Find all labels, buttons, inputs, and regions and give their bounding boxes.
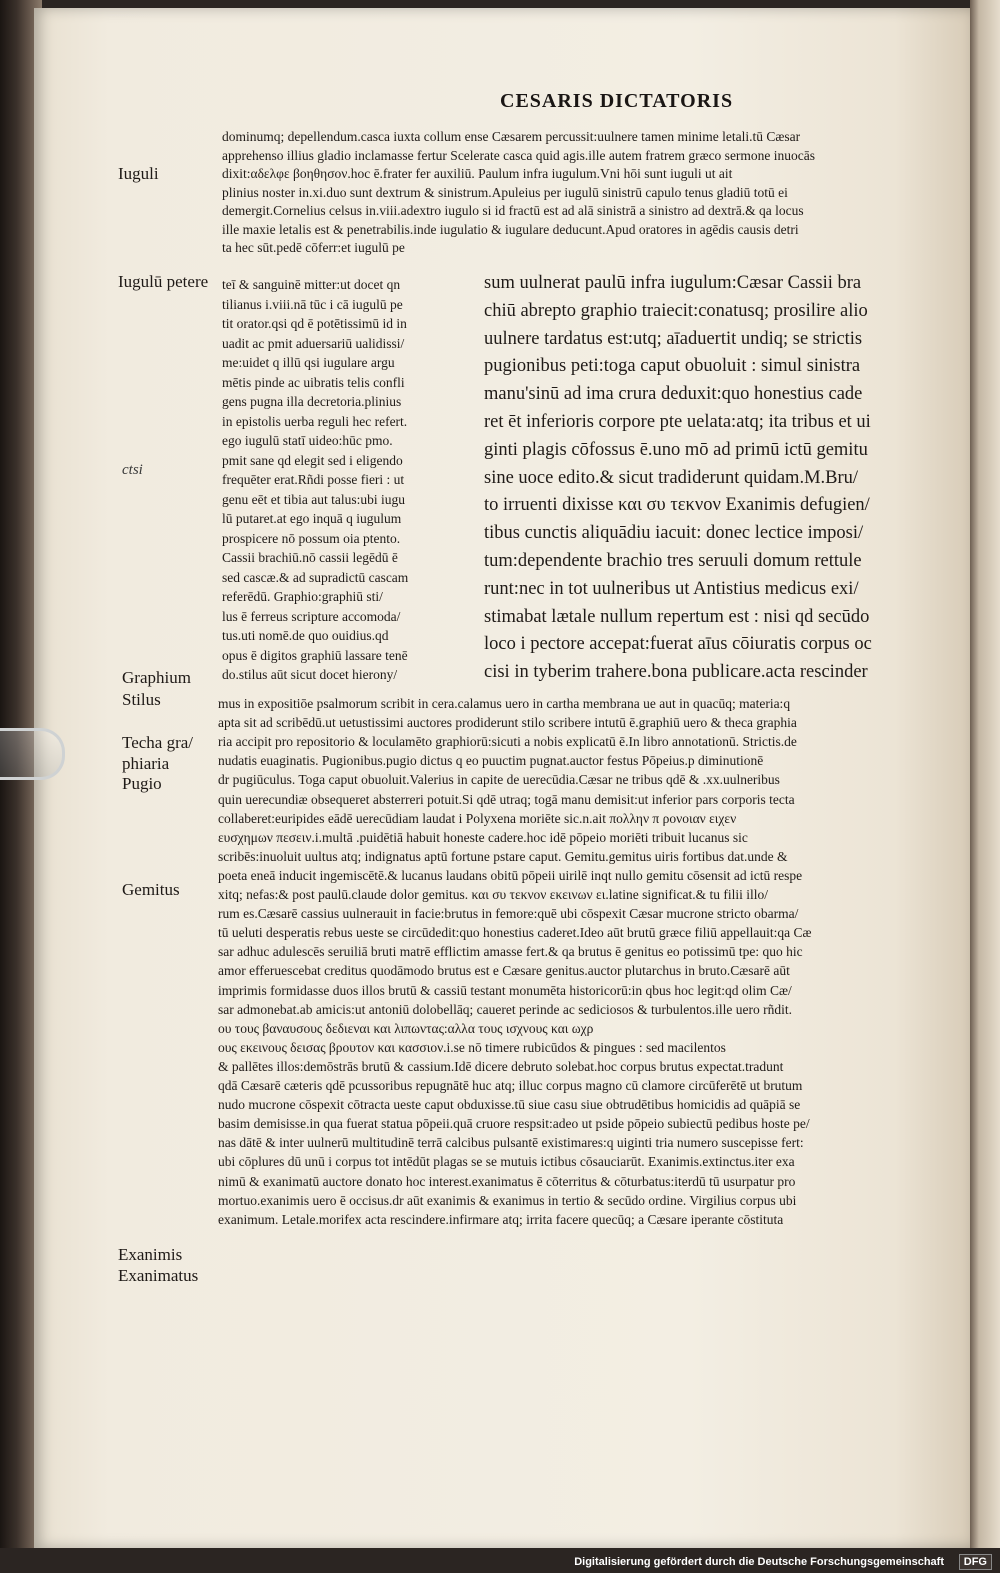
commentary-left-line: referēdū. Graphio:graphiū sti/ <box>222 589 383 604</box>
commentary-left-line: uadit ac pmit aduersariū ualidissi/ <box>222 335 405 351</box>
commentary-left-line: pmit sane qd elegit sed i eligendo <box>222 452 403 468</box>
marginal-note: Iugulū petere <box>118 272 209 291</box>
main-text-line: sine uoce edito.& sicut tradiderunt quidam.M.Bru/ <box>484 467 859 488</box>
book-edge-right <box>970 0 1000 1548</box>
marginal-note: Exanimatus <box>118 1266 199 1285</box>
commentary-bottom-line: basim demisisse.in qua fuerat statua pōpeii.quā cruore respsit:adeo ut pside pōpeio subiectū pedibus hoste pe/ <box>218 1116 810 1132</box>
commentary-bottom-line: amor efferuescebat creditus quodāmodo brutus est e Cæsare genitus.auctor plutarchus in bruto.Cæsarē aūt <box>218 963 790 979</box>
commentary-bottom-line: apta sit ad scribēdū.ut uetustissimi auctores prodiderunt stilo scribere intutū ē.graphiū uero & theca graphia <box>218 715 797 731</box>
commentary-bottom-line: ria accipit pro repositorio & loculamēto graphiorū:sicuti a nobis explicatū ē.In libro annotationū. Strictis.de <box>218 734 797 750</box>
commentary-left-line: lū putaret.at ego inquā q iugulum <box>222 511 402 526</box>
marginal-note: Exanimis <box>118 1245 183 1264</box>
commentary-bottom-line: & pallētes illos:demōstrās brutū & cassium.Idē dicere debruto solebat.hoc corpus brutus expectat.tradunt <box>218 1058 784 1074</box>
commentary-bottom-line: exanimum. Letale.morifex acta rescindere.infirmare atq; irrita facere quecūq; a Cæsare iperante cōstituta <box>218 1211 784 1227</box>
commentary-left-line: do.stilus aūt sicut docet hierony/ <box>222 667 398 682</box>
commentary-bottom-line: nimū & exanimatū auctore donato hoc interest.exanimatus ē cōterritus & cōturbatus:iterdū tū usurpatur pro <box>218 1173 796 1189</box>
commentary-left-line: mētis pinde ac uibratis telis confli <box>222 374 405 390</box>
main-text-line: loco i pectore accepat:fuerat aīus cōiuratis corpus oc <box>484 634 872 655</box>
commentary-bottom-line: xitq; nefas:& post paulū.claude dolor gemitus. και συ τεκνον εκεινων ει.latine significat.& tu filii illo/ <box>218 887 769 902</box>
dfg-logo: DFG <box>959 1554 992 1570</box>
commentary-left-line: me:uidet q illū qsi iugulare argu <box>222 355 395 370</box>
commentary-bottom-line: rum es.Cæsarē cassius uulnerauit in facie:brutus in femore:quē ubi cōspexit Cæsar mucrone stricto obarma/ <box>218 906 799 922</box>
commentary-bottom-line: ου τους βαναυσους δεδιεναι και λιπωντας:αλλα τους ισχνους και ωχρ <box>218 1020 594 1036</box>
commentary-bottom-line: ubi cōplures dū unū i corpus tot intēdūt plagas se se mutuis ictibus cōsauciarūt. Exanimis.extinctus.iter exa <box>218 1154 795 1170</box>
commentary-bottom-line: mus in expositiōe psalmorum scribit in cera.calamus uero in cartha membrana ue aut in quacūq; materia:q <box>218 696 791 711</box>
commentary-left-line: Cassii brachiū.nō cassii legēdū ē <box>222 550 398 565</box>
commentary-left-line: teī & sanguinē mitter:ut docet qn <box>222 277 401 292</box>
commentary-bottom-line: quin uerecundiæ obsequeret absterreri potuit.Si qdē utraq; togā manu demisit:ut inferior pars corporis tecta <box>218 791 795 807</box>
page-title: CESARIS DICTATORIS <box>500 90 734 112</box>
commentary-bottom-line: scribēs:inuoluit uultus atq; indignatus aptū fortune pstare caput. Gemitu.gemitus uiris fortibus dat.unde & <box>218 848 788 864</box>
commentary-bottom-line: nudatis euaginatis. Pugionibus.pugio dictus q eo puuctim pugnat.auctor festus Pōpeius.p diminutionē <box>218 753 764 769</box>
marginal-note: Gemitus <box>122 880 180 899</box>
main-text-line: chiū abrepto graphio traiecit:conatusq; prosilire alio <box>484 300 868 321</box>
commentary-top-line: ta hec sūt.pedē cōferr:et iugulū pe <box>222 240 405 255</box>
commentary-bottom-line: imprimis formidasse duos illos brutū & cassiū testant monumēta historicorū:in qbus hoc legit:qd olim Cæ/ <box>218 982 792 998</box>
commentary-bottom-line: collaberet:euripides eādē uerecūdiam laudat i Polyxena moriēte sic.n.ait πολλην π ρονοιαν ειχεν <box>218 810 737 826</box>
commentary-top-line: plinius noster in.xi.duo sunt dextrum & sinistrum.Apuleius per iugulū sinistrū capulo tenus gladiū totū ei <box>222 184 788 200</box>
handwritten-note: ctsi <box>122 462 143 478</box>
commentary-top-line: ille maxie letalis est & penetrabilis.inde iugulatio & iugulare deducunt.Apud oratores in agēdis causis detri <box>222 221 799 237</box>
commentary-left-line: gens pugna illa decretoria.plinius <box>222 394 402 409</box>
commentary-bottom-line: poeta eneā inducit ingemiscētē.& lucanus laudans obitū pōpeii uirilē inqt nullo gemitu cōsensit ad ictū respe <box>218 867 803 883</box>
commentary-bottom-line: mortuo.exanimis uero ē occisus.dr aūt exanimis & exanimus in tertio & secūdo ordine. Virgilius corpus ubi <box>218 1192 797 1208</box>
commentary-bottom-line: ους εκεινους δεισας βρουτον και κασσιον.i.se nō timere rubicūdos & pingues : sed macilentos <box>218 1039 726 1055</box>
main-text-line: cisi in tyberim trahere.bona publicare.acta rescinder <box>484 662 868 683</box>
commentary-top-line: demergit.Cornelius celsus in.viii.adextro iugulo si id fractū est ad alā sinistrā a sinistro ad dextrā.& qa locus <box>222 203 804 218</box>
main-text-line: ginti plagis cōfossus ē.uno mō ad primū ictū gemitu <box>484 439 868 460</box>
commentary-bottom-line: ευσχημων πεσειν.i.multā .puidētiā habuit honeste cadere.hoc idē pōpeio moriēti tribuit lucanus sic <box>218 829 748 845</box>
commentary-top-line: dixit:αδελφε βοηθησον.hoc ē.frater fer auxiliū. Paulum infra iugulum.Vni hōi sunt iuguli ut ait <box>222 166 733 181</box>
main-text-line: runt:nec in tot uulneribus ut Antistius medicus exi/ <box>484 578 859 599</box>
commentary-left-line: ego iugulū statī uideo:hūc pmo. <box>222 433 393 448</box>
commentary-top-line: dominumq; depellendum.casca iuxta collum ense Cæsarem percussit:uulnere tamen minime letali.tū Cæsar <box>222 129 801 144</box>
commentary-bottom-line: sar adhuc adulescēs seruiliā bruti matrē efflictim amasse fert.& qa brutus ē genitus eo potissimū tpe: quo hic <box>218 944 803 960</box>
commentary-bottom-line: nudo mucrone cōspexit cōtracta ueste caput obduxisse.tū siue casu siue obtrudētibus homicidis ad quāpiā se <box>218 1097 801 1113</box>
commentary-bottom-line: nas dātē & inter uulnerū multitudinē terrā calcibus pulsantē existimares:q uiginti tria numero suscepisse fert: <box>218 1135 804 1151</box>
page-clip <box>0 728 65 780</box>
commentary-left-line: in epistolis uerba reguli hec refert. <box>222 413 408 429</box>
marginal-note: Techa gra/ <box>122 733 194 752</box>
main-text-line: uulnere tardatus est:utq; aīaduertit undiq; se strictis <box>484 328 863 349</box>
marginal-note: Iuguli <box>118 164 159 183</box>
commentary-bottom-line: sar admonebat.ab amicis:ut antoniū dolobellāq; caueret perinde ac sediciosos & turbulentos.ille uero rñdit. <box>218 1001 792 1017</box>
main-text-line: ret ēt inferioris corpore pte uelata:atq; ita tribus et ui <box>484 412 871 432</box>
main-text-line: tum:dependente brachio tres seruuli domum rettule <box>484 551 862 571</box>
main-text-line: tibus cunctis aliquādiu iacuit: donec lectice imposi/ <box>484 523 864 544</box>
footer-credit: Digitalisierung gefördert durch die Deutsche Forschungsgemeinschaft <box>574 1556 944 1568</box>
commentary-top-line: apprehenso illius gladio inclamasse fertur Scelerate casca quid agis.ille autem fratrem græco sermone inuocās <box>222 147 816 163</box>
commentary-bottom-line: dr pugiūculus. Toga caput obuoluit.Valerius in capite de uerecūdia.Cæsar ne tribus qdē & .xx.uulneribus <box>218 772 780 788</box>
commentary-left-line: sed cascæ.& ad supradictū cascam <box>222 569 409 585</box>
main-text-line: stimabat lætale nullum repertum est : nisi qd secūdo <box>484 606 870 627</box>
marginal-note: Graphium <box>122 668 191 687</box>
main-text-line: pugionibus peti:toga caput obuoluit : simul sinistra <box>484 356 861 377</box>
marginal-note: Stilus <box>122 690 161 709</box>
commentary-left-line: prospicere nō possum oia ptento. <box>222 530 401 546</box>
commentary-left-line: tit orator.qsi qd ē potētissimū id in <box>222 316 407 331</box>
commentary-left-line: opus ē digitos graphiū lassare tenē <box>222 647 408 663</box>
commentary-left-line: frequēter erat.Rñdi posse fieri : ut <box>222 472 405 487</box>
commentary-left-line: lus ē ferreus scripture accomoda/ <box>222 608 401 624</box>
marginal-note: Pugio <box>122 774 162 793</box>
commentary-bottom-line: qdā Cæsarē cæteris qdē pcussoribus repugnātē huc atq; illuc corpus magno cū clamore circūferētē ut brutum <box>218 1078 803 1093</box>
commentary-left-line: tus.uti nomē.de quo ouidius.qd <box>222 628 389 643</box>
main-text-line: manu'sinū ad ima crura deduxit:quo honestius cade <box>484 384 863 405</box>
commentary-left-line: genu eēt et tibia aut talus:ubi iugu <box>222 491 405 507</box>
commentary-left-line: tilianus i.viii.nā tūc i cā iugulū pe <box>222 296 403 312</box>
main-text-line: to irruenti dixisse και συ τεκνον Exanimis defugien/ <box>484 495 870 516</box>
main-text-line: sum uulnerat paulū infra iugulum:Cæsar Cassii bra <box>484 273 862 293</box>
commentary-bottom-line: tū ueluti desperatis rebus ueste se circūdedit:quo honestius caderet.Ideo aūt brutū græce filiū appellauit:qa Cæ <box>218 925 812 941</box>
marginal-note: phiaria <box>122 754 170 773</box>
